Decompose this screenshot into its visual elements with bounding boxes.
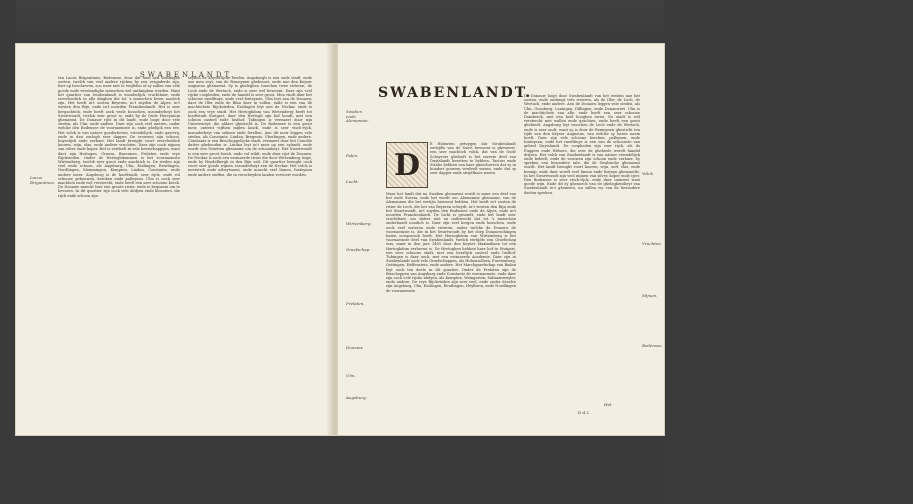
right-margin-note-4: Wirtemberg. [346,221,372,226]
right-outer-note-3: Mijnen. [642,293,658,298]
decorated-initial [386,142,428,188]
left-column-2 [188,76,312,394]
signature-mark: D d 2 [578,410,589,415]
right-outer-note-2: Vruchten. [642,241,663,246]
right-column-2 [524,94,640,394]
left-margin-note: Lacus Brigantinus. [30,175,56,185]
left-column-1 [58,76,180,394]
right-outer-note-4: Bodensee. [642,343,663,348]
right-margin-note-8: Ulm. [346,373,356,378]
right-column-1-text: Maer het landt dat nu Swaben ghenaemt wordt is maer een deel van het oude Suevia, ende het wordt ooc Alemannia ghenaemt, van de Alemannen die het eertijts bewoont hebben. Het heeft in't oosten de rivier de Lech, die het van Beyeren scheydt, in't westen den Rijn ende het Swartwoudt, in't zuyden den Bodensee ende de Alpes, ende in't noorden Franckenlandt. De lucht is gesondt, ende het landt seer vruchtbaer, soo datter niet en ontbreeckt dat tot 's menschen onderhoudt noodich is. Daer zijn veel bergen ende bosschen, ende oock veel wateren ende rivieren, onder welcke de Donauw de voornaemste is, die in het Swartwoudt by het dorp Donaueschingen haren oorspronck heeft. Het Hertoghdom van Wirtemberg is het voornaemste deel van Swabenlandt, twelck eertijdts een Graefschap was, maer in den jare 1495 door den Keyser Maximiliaen tot een Hertoghdom verheven is. De Hertoghen hebben haer hof te Stutgart, een seer schoone stadt, met een heerlijck casteel ende lusthof. Tubingen is daer oock, met een vermaerde Academie. Daer zijn in Swabenlandt oock vele Graefschappen, als Hohenzollern, Furstenberg, Oettingen, Helfenstein, ende andere. Het Marchgraefschap van Baden leyt oock ten deele in dit quartier. Onder de Prelaten zijn de Bisschoppen van Augsburg ende Constantz de voornaemste, ende daer zijn oock vele rijcke abdyen, als Kempten, Weingarten, Salmansweyler, ende andere. De vrye Rijcksteden zijn seer veel, ende onder deselve zijn Augsburg, Ulm, Esslingen, Reutlingen, Heylbron, ende Nordlingen de voornaemste. [386,192,516,293]
left-column-1-text: ten Lacus Brigantinus, Bodensee, door dat men aen sommighe oorten, twelck van veel andere rijcken by een vergaderde zijn, hier op beschreven, soo isser niet te twijfelen of sy sullen van vele goede ende verstandighe menschen wel ontfanghen worden. Want het quartier van Swabenlandt is wonderlijck vruchtbaer, ende overvloedich in alle dinghen die tot 's menschen leven noodich zijn. Het heeft in't oosten Beyeren, in't zuyden de Alpes, in't westen den Rijn, ende in't noorden Franckenlandt. Het is seer bergachtich, ende heeft oock veele bosschen, insonderheyt het Swartwoudt, twelck seer groot is, ende by de Oude Hercynium ghenaemt. De Donauw rijst in dit landt, ende loopt door vele steden, als Ulm, ende andere. Daer zijn oock veel meiren, onder welcke den Bodensee de voornaemste is, ende ghelijck een zee. Het volck is van natuer goedertieren, vriendelijck, ende gastvrij, ende in den oorlogh seer dapper. De vrouwen zijn schoon, huyselijck ende eerbaer. Het landt brenght voort overvloedich kooren, wijn, vlas, ende andere vruchten. Daer zijn oock mijnen van silver ende koper. Het is verdeelt in vele heerschappyen, want daer zijn Hertogen, Graven, Baronnen, Prelaten ende vrye Rijcksteden. Onder de Hertoghdommen is het voornaemste Wirtemberg, twelck seer groot ende machtich is. De steden zijn veel ende schoon, als Augsburg, Ulm, Esslingen, Reutlingen, Nordlingen, Memmingen, Kempten, Lindau, Constantz, ende andere meer. Augsburg is de hooftstadt, seer rijck, ende vol schoone gebouwen, kercken ende palleysen. Ulm is oock seer machtich ende wel versterckt, ende heeft een seer schoone kerck. De Donauw maeckt hier een groote rivier, ende is bequaem om te bevaren. In dit quartier zijn oock vele abdyen ende kloosters, die rijck ende schoon zijn. [58,76,180,198]
initial-letter: D [393,147,420,183]
left-page [16,44,330,435]
right-page [338,44,913,435]
catchword: Het [604,402,612,407]
right-margin-note-2: Palen. [346,153,359,158]
right-lead-text: E Historien getuygen dat Swabenlandt eertijdts van de Suevi bewoont is gheweest, een seer machtich volck, dat van de Oude Schryvers ghelooft is het meeste deel van Duytslandt besetten te hebben. Tacitus ende Strabo hebben van haer gheschreven dat sy in hondert gouwen verdeelt waren, ende dat sy seer dapper ende strijdtbaer waren. [430,142,516,176]
right-margin-note-3: Lucht. [346,179,359,184]
book-spread [16,44,913,435]
right-outer-note-1: Volck. [642,171,655,176]
right-lead-paragraph [430,142,516,188]
page-title: SWABENLANDT. [378,85,533,101]
left-running-head: SWABENLANDT. [140,71,237,79]
right-column-1 [386,192,516,414]
left-column-2-text: seyden de Keyserlijcke steden. Augsburgh is een oude stadt, ende soo men seyt, van de Romeynen ghebouwt, ende nae den Keyser Augustus ghenaemt. Sy is gheleghen tusschen twee rivieren, de Lech ende de Wertach, ende is seer wel bewoont. Daer zijn veel rijcke cooplieden, ende de handel is seer groot. Men vindt daer het schoone raedthuys, ende veel fonteynen. Ulm leyt aen de Donauw, daer de Iller ende de Blau daer in vallen, ende is een van de machtichste Rijcksteden. Esslingen leyt aen de Neckar, ende is oock een vrye stadt. Het Hertoghdom van Wirtemberg heeft tot hooftstadt Stutgart, daer den Hertogh sijn hof houdt, met een schoon casteel ende lusthof. Tubingen is vermaert door sijn Universiteyt, die aldaer ghesticht is. De Bodensee is een groot meir, ontrent vijftien mijlen lanck, ende is seer visch-rijck, insonderheyt van salmen ende forellen. Aen dit meir leggen vele steden, als Constantz, Lindau, Bregents, Uberlingen, ende andere. Constantz is een Bisschoppelijcke stadt, vermaert door het Concilie datter ghehouden is. Lindau leyt in't meir op een eylandt, ende wordt een Venetien ghenaemt om de schoonheyt. Het Swartwoudt is een seer groot bosch, ende vol wildt, ende daer rijst de Donauw. De Neckar is oock een vermaerde rivier die door Wirtemberg loopt, ende by Heydelbergh in den Rijn valt. Dit quartier brenght oock voort seer goede wijnen, insonderheyt aen de Neckar. Het volck is neerstich ende arbeytsaem, ende maeckt veel linnen, fusteynen ende andere stoffen, die in verscheyden landen vervoert worden. [188,76,312,177]
right-margin-note-9: Augsburg. [346,395,367,400]
right-margin-note-5: Graefschap. [346,247,371,252]
right-margin-note-1: Swaben ende Alemannia. [346,109,369,124]
right-column-2-text: De Donauw loopt door Swabenlandt van het westen nae het oosten, ende ontfangt vele rivieren, als de Iller, de Lech, de Wertach, ende andere. Aen de Donauw leggen vele steden, als Ulm, Gunsburg, Lauingen, Dillingen, ende Donauwert. Ulm is de machtichste van alle, ende heeft een seer schoone Domkerck, met een heel hooghen toren. De stadt is wel versterckt met wallen ende grachten, ende heeft een groot ghebiedt. Augsburg leyt tusschen de Lech ende de Wertach, ende is seer oudt, want sy is door de Romeynen ghesticht ten tijde van den Keyser Augustus, van welcke sy haren naem heeft. Daer zijn vele schoone kercken, palleysen, ende fonteynen, ende het raedthuys is een van de schoonste van geheel Duytslandt. De cooplieden zijn seer rijck, als de Fuggers ende Welsers, die over de gheheele werelt handel drijven. Het volck van Swabenlandt is van natuer vriendelijck ende beleeft, ende de vrouwen zijn schoon ende eerbaer. Sy spreken een besondere tale, die de Swabische ghenaemt wordt. Het landt brenght voort kooren, wijn, ooft, vlas, ende hennip, ende daer wordt veel linnen ende fusteyn ghemaeckt. In het Swartwoudt zijn veel mijnen van silver, koper ende ijser. Den Bodensee is seer visch-rijck, ende daer omtrent wast goede wijn. Ende dit sy ghenoech van de gheleghentheyt van Swabenlandt in't ghemeen, nu sullen wy van de besondere deelen spreken. [524,94,640,195]
right-margin-note-7: Donauw. [346,345,364,350]
right-margin-note-6: Prelaten. [346,301,365,306]
page-number: 11 [904,68,913,76]
